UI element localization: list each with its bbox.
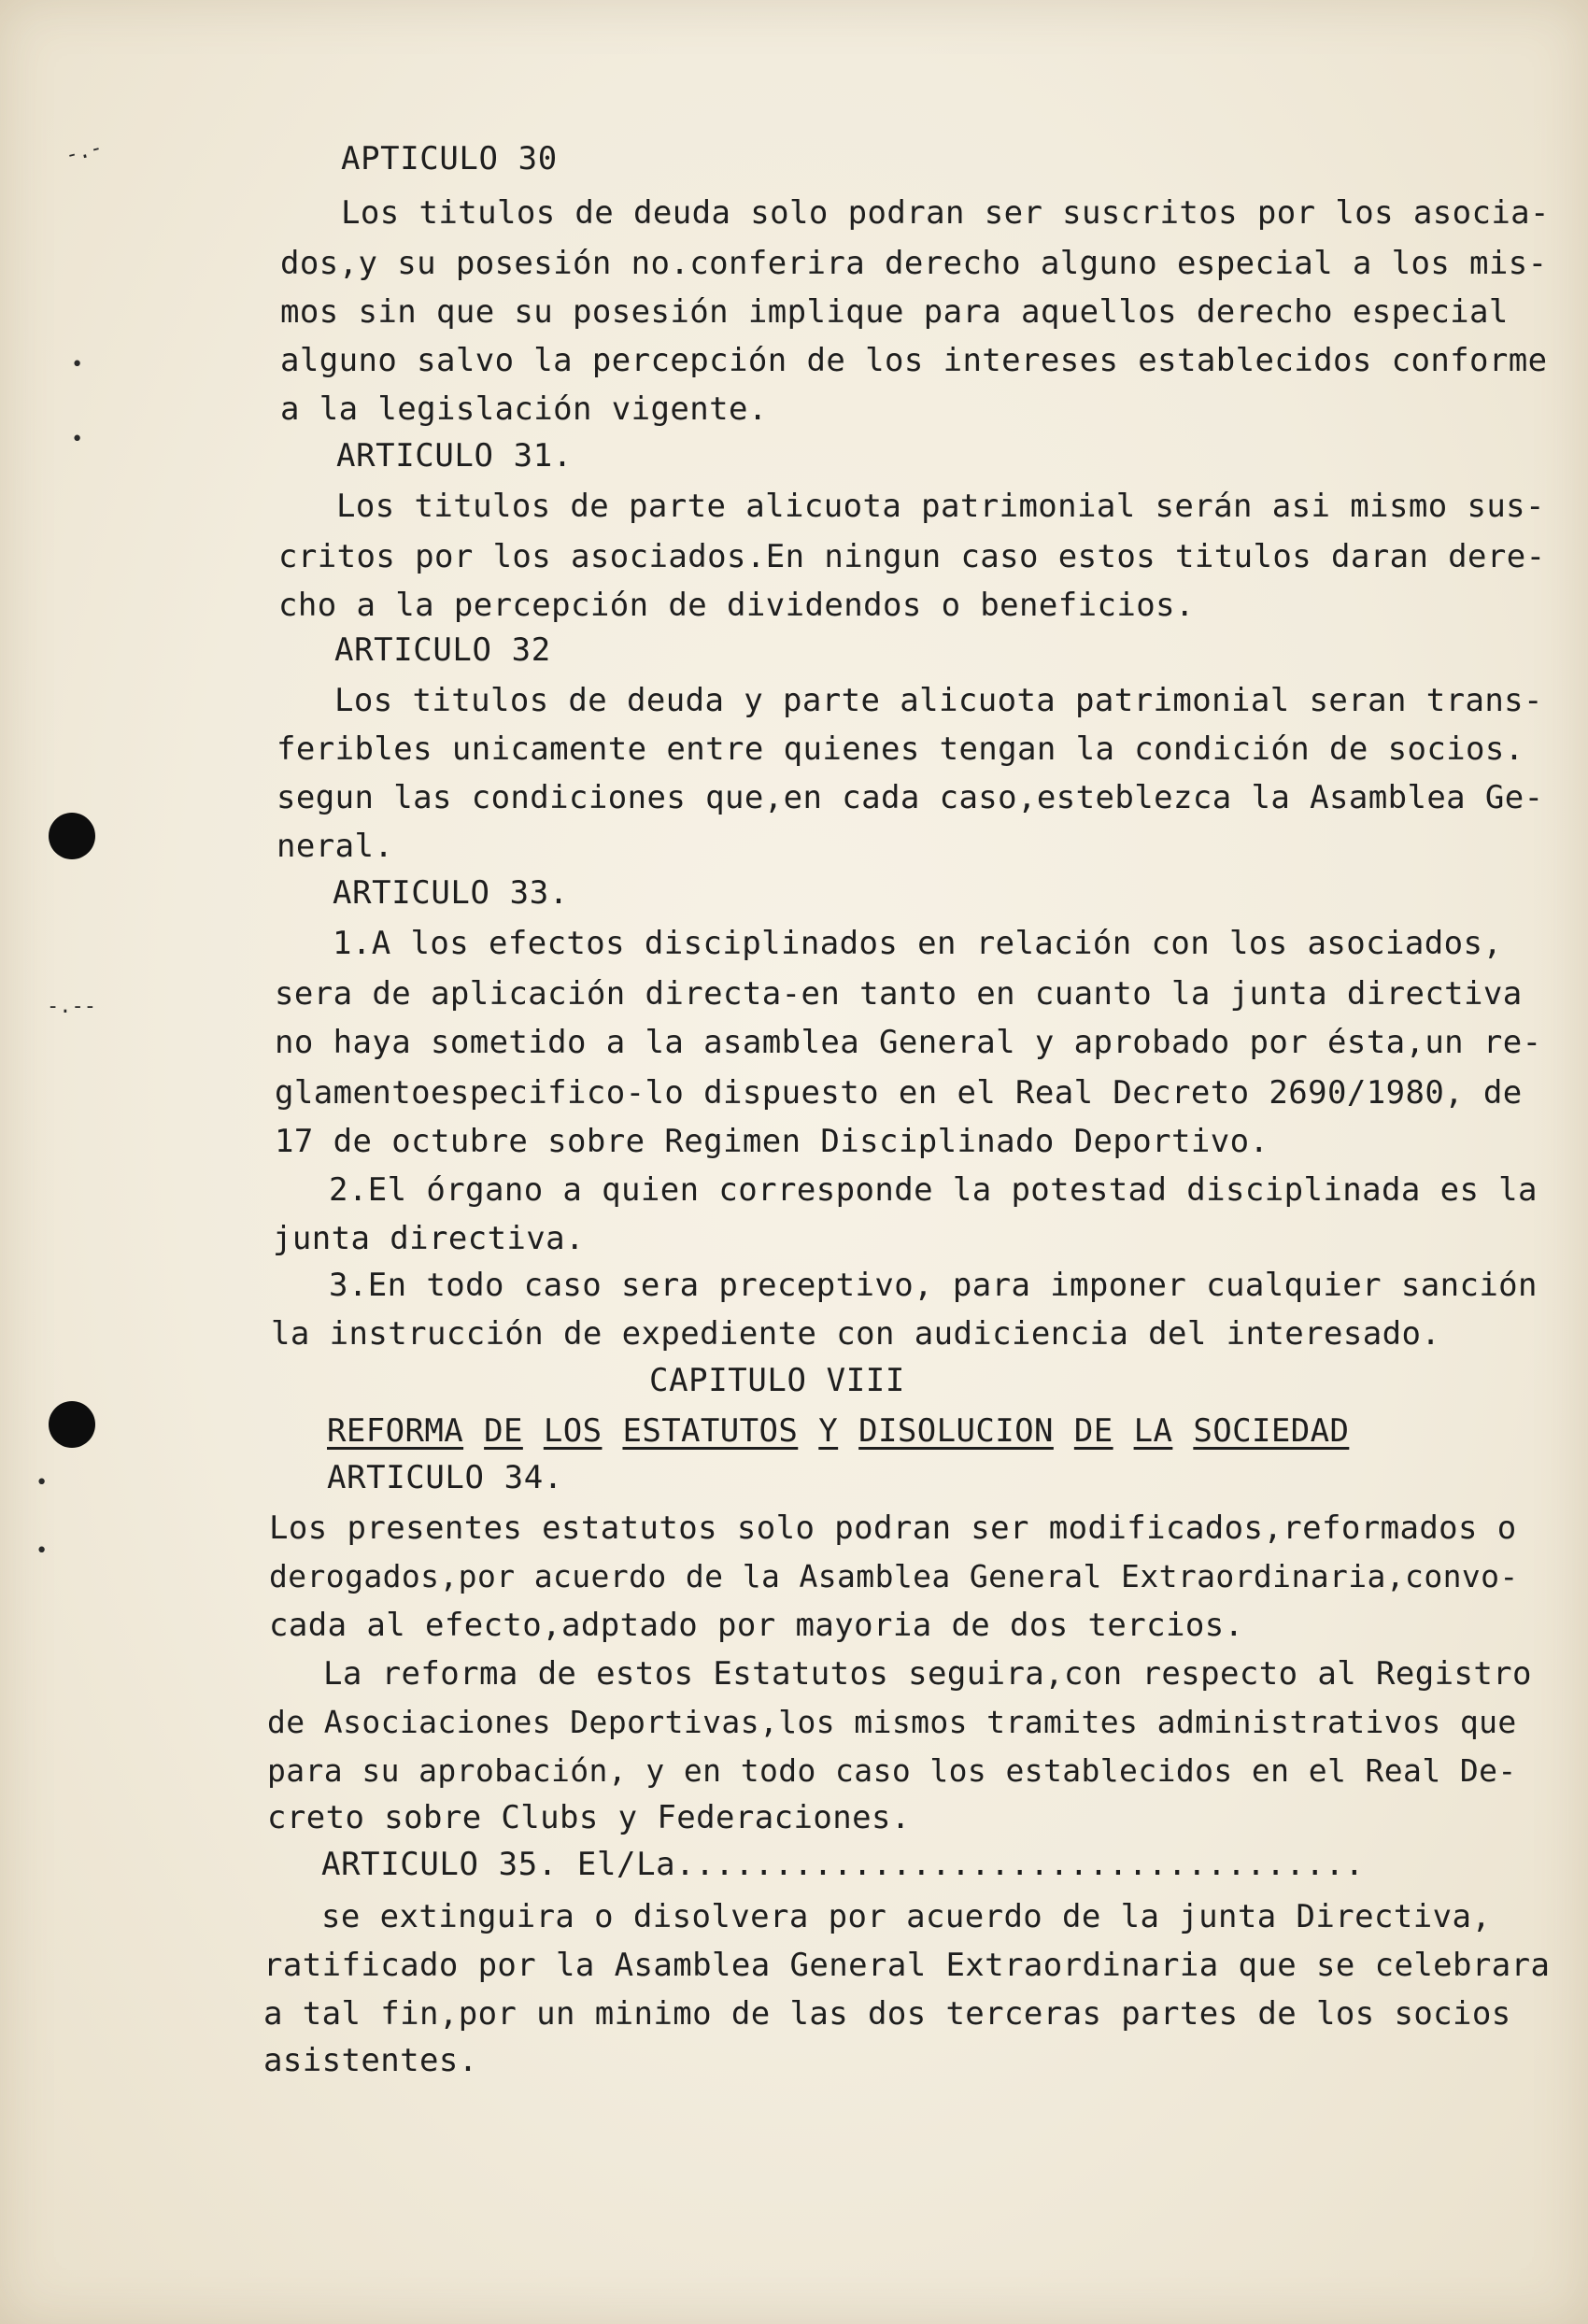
article-30-heading: APTICULO 30 — [341, 140, 558, 177]
article-33-line: la instrucción de expediente con audiciencia del interesado. — [271, 1315, 1441, 1353]
article-35-heading: ARTICULO 35. El/La................................... — [321, 1846, 1365, 1883]
article-30-line: mos sin que su posesión implique para aquellos derecho especial — [280, 293, 1509, 331]
article-32-line: Los titulos de deuda y parte alicuota patrimonial seran trans- — [334, 682, 1543, 719]
article-34-line: Los presentes estatutos solo podran ser modificados,reformados o — [269, 1509, 1517, 1547]
chapter-title-word: Y — [818, 1412, 839, 1450]
article-32-heading: ARTICULO 32 — [334, 631, 551, 669]
chapter-title-word: LA — [1133, 1412, 1173, 1450]
article-31-line: Los titulos de parte alicuota patrimonial serán asi mismo sus- — [336, 488, 1545, 525]
punch-hole-top — [49, 813, 95, 859]
margin-mark: • — [71, 353, 84, 376]
article-33-line: no haya sometido a la asamblea General y aprobado por ésta,un re- — [275, 1024, 1542, 1061]
article-33-line: junta directiva. — [273, 1220, 585, 1257]
article-35-line: a tal fin,por un minimo de las dos terceras partes de los socios — [263, 1995, 1511, 2033]
article-34-line: cada al efecto,adptado por mayoria de dos tercios. — [269, 1607, 1244, 1644]
article-34-line: de Asociaciones Deportivas,los mismos tramites administrativos que — [267, 1704, 1517, 1740]
article-33-line: glamentoespecifico-lo dispuesto en el Real Decreto 2690/1980, de — [275, 1074, 1523, 1112]
article-34-heading: ARTICULO 34. — [327, 1459, 563, 1496]
article-35-line: ratificado por la Asamblea General Extraordinaria que se celebrara — [263, 1947, 1551, 1984]
article-33-line: sera de aplicación directa-en tanto en cuanto la junta directiva — [275, 975, 1523, 1013]
article-34-line: creto sobre Clubs y Federaciones. — [267, 1799, 911, 1836]
margin-mark: • — [35, 1539, 49, 1563]
margin-mark: • — [35, 1471, 49, 1495]
chapter-title-word: SOCIEDAD — [1193, 1412, 1350, 1450]
article-35-line: asistentes. — [263, 2042, 478, 2079]
article-33-line: 1.A los efectos disciplinados en relación con los asociados, — [333, 925, 1503, 962]
article-34-line: derogados,por acuerdo de la Asamblea General Extraordinaria,convo- — [269, 1558, 1519, 1594]
chapter-title-word: DE — [1073, 1412, 1113, 1450]
article-32-line: segun las condiciones que,en cada caso,esteblezca la Asamblea Ge- — [276, 779, 1544, 816]
article-31-line: critos por los asociados.En ningun caso estos titulos daran dere- — [278, 538, 1546, 575]
article-32-line: neral. — [276, 828, 394, 865]
article-32-line: feribles unicamente entre quienes tengan la condición de socios. — [276, 730, 1524, 768]
article-33-line: 3.En todo caso sera preceptivo, para imponer cualquier sanción — [329, 1267, 1538, 1304]
chapter-title — [327, 1412, 1349, 1450]
article-31-heading: ARTICULO 31. — [336, 437, 573, 475]
article-30-line: a la legislación vigente. — [280, 390, 768, 428]
article-30-line: dos,y su posesión no.conferira derecho alguno especial a los mis- — [280, 245, 1548, 282]
chapter-title-word: LOS — [543, 1412, 603, 1450]
article-33-line: 2.El órgano a quien corresponde la potestad disciplinada es la — [329, 1171, 1538, 1209]
margin-mark: -.- — [63, 135, 106, 168]
article-30-line: alguno salvo la percepción de los intereses establecidos conforme — [280, 342, 1548, 379]
article-34-line: para su aprobación, y en todo caso los establecidos en el Real De- — [267, 1752, 1517, 1789]
chapter-number: CAPITULO VIII — [649, 1362, 905, 1399]
article-33-line: 17 de octubre sobre Regimen Disciplinado Deportivo. — [275, 1123, 1269, 1160]
article-30-line: Los titulos de deuda solo podran ser suscritos por los asocia- — [341, 194, 1550, 232]
chapter-title-word: DE — [484, 1412, 523, 1450]
margin-mark: • — [71, 428, 84, 451]
article-34-line: La reforma de estos Estatutos seguira,con respecto al Registro — [323, 1655, 1532, 1693]
chapter-title-word: REFORMA — [327, 1412, 464, 1450]
article-35-line: se extinguira o disolvera por acuerdo de la junta Directiva, — [321, 1898, 1492, 1935]
article-31-line: cho a la percepción de dividendos o beneficios. — [278, 587, 1195, 624]
article-33-heading: ARTICULO 33. — [333, 874, 569, 912]
margin-mark: -.-- — [47, 995, 96, 1018]
chapter-title-word: DISOLUCION — [858, 1412, 1054, 1450]
punch-hole-bottom — [49, 1401, 95, 1448]
chapter-title-word: ESTATUTOS — [622, 1412, 799, 1450]
